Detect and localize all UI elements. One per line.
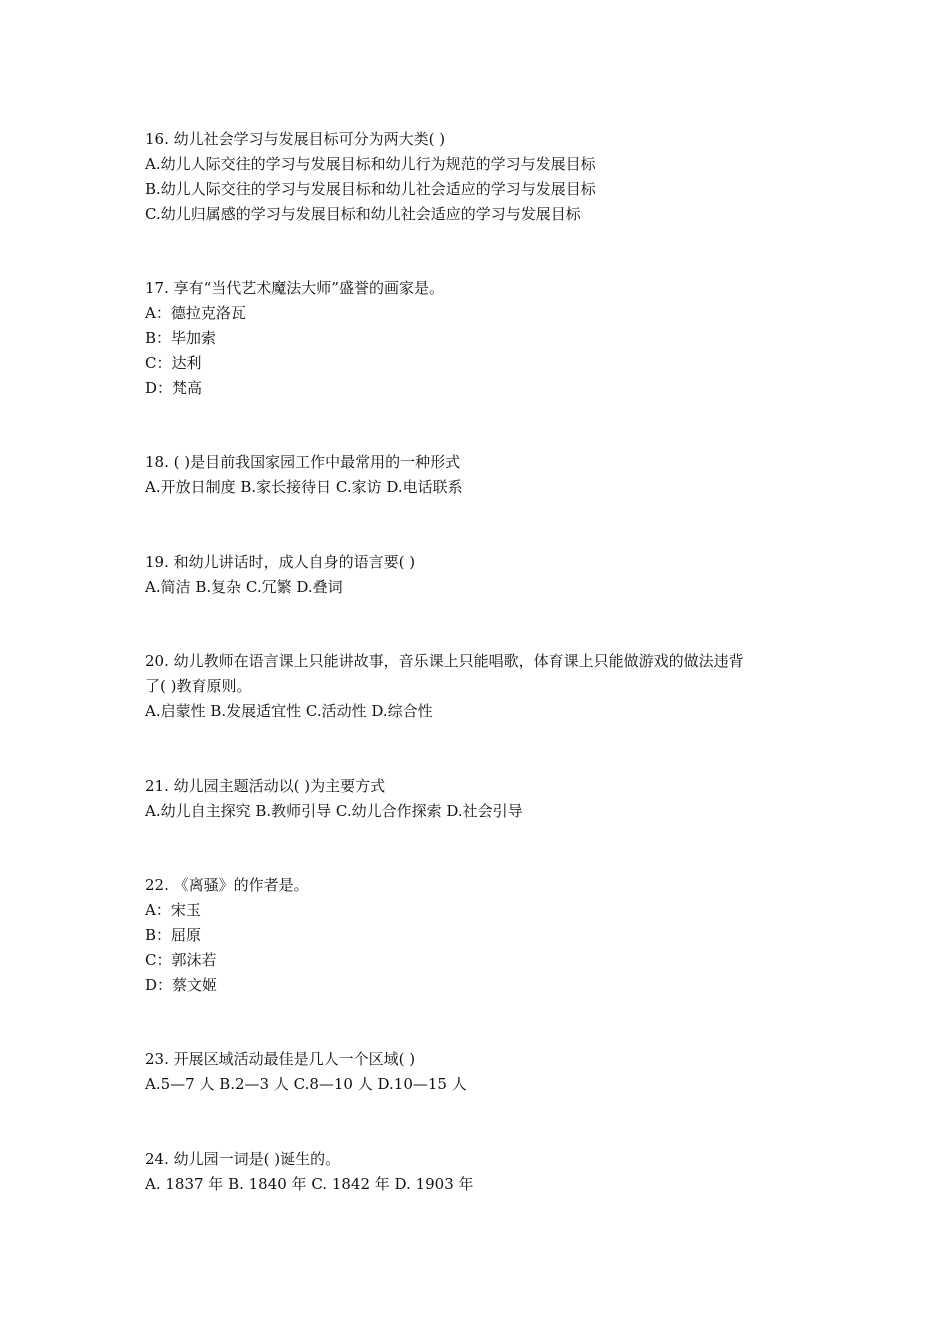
- question-stem: 21. 幼儿园主题活动以( )为主要方式: [145, 777, 386, 795]
- question-stem: 23. 开展区域活动最佳是几人一个区域( ): [145, 1050, 416, 1068]
- question-16: [145, 127, 825, 227]
- question-24: [145, 1147, 825, 1197]
- option-d: D：蔡文姬: [145, 976, 218, 994]
- option-a: A：宋玉: [145, 901, 201, 919]
- question-stem: 22. 《离骚》的作者是。: [145, 876, 309, 894]
- option-b: B：毕加索: [145, 329, 217, 347]
- question-stem: 24. 幼儿园一词是( )诞生的。: [145, 1150, 341, 1168]
- question-stem: 20. 幼儿教师在语言课上只能讲故事，音乐课上只能唱歌，体育课上只能做游戏的做法违背: [145, 652, 744, 670]
- options-line: A.启蒙性 B.发展适宜性 C.活动性 D.综合性: [145, 702, 433, 720]
- option-b: B：屈原: [145, 926, 202, 944]
- question-stem: 19. 和幼儿讲话时，成人自身的语言要( ): [145, 553, 416, 571]
- option-c: C.幼儿归属感的学习与发展目标和幼儿社会适应的学习与发展目标: [145, 205, 581, 223]
- option-a: A：德拉克洛瓦: [145, 304, 246, 322]
- question-stem: 17. 享有“当代艺术魔法大师”盛誉的画家是。: [145, 279, 444, 297]
- question-21: [145, 774, 825, 824]
- question-stem: 16. 幼儿社会学习与发展目标可分为两大类( ): [145, 130, 446, 148]
- options-line: A.简洁 B.复杂 C.冗繁 D.叠词: [145, 578, 343, 596]
- option-b: B.幼儿人际交往的学习与发展目标和幼儿社会适应的学习与发展目标: [145, 180, 596, 198]
- options-line: A.幼儿自主探究 B.教师引导 C.幼儿合作探索 D.社会引导: [145, 802, 523, 820]
- options-line: A.开放日制度 B.家长接待日 C.家访 D.电话联系: [145, 478, 463, 496]
- options-line: A. 1837 年 B. 1840 年 C. 1842 年 D. 1903 年: [145, 1175, 474, 1193]
- option-a: A.幼儿人际交往的学习与发展目标和幼儿行为规范的学习与发展目标: [145, 155, 596, 173]
- question-20: [145, 649, 825, 724]
- option-d: D：梵高: [145, 379, 203, 397]
- question-17: [145, 276, 825, 401]
- question-22: [145, 873, 825, 998]
- option-c: C：达利: [145, 354, 202, 372]
- question-stem: 18. ( )是目前我国家园工作中最常用的一种形式: [145, 453, 461, 471]
- question-19: [145, 550, 825, 600]
- question-23: [145, 1047, 825, 1097]
- options-line: A.5—7 人 B.2—3 人 C.8—10 人 D.10—15 人: [145, 1075, 467, 1093]
- question-18: [145, 450, 825, 500]
- option-c: C：郭沫若: [145, 951, 217, 969]
- question-stem-continued: 了( )教育原则。: [145, 677, 252, 695]
